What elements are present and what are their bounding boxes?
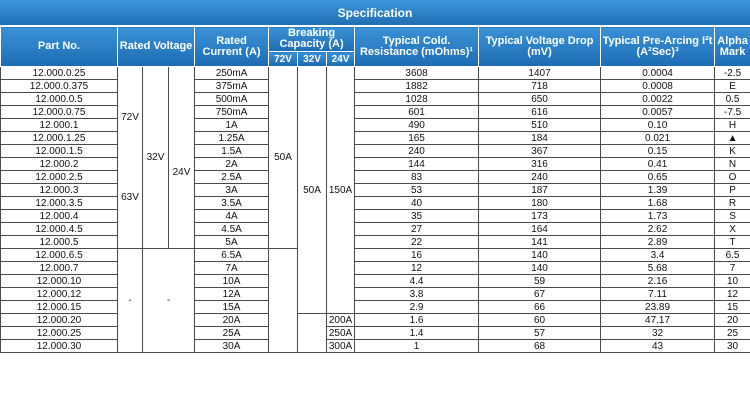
voltage-drop-cell: 59 (479, 275, 601, 288)
table-row (1, 145, 750, 158)
table-row (1, 106, 750, 119)
rated-current-cell: 25A (195, 327, 269, 340)
voltage-drop-cell: 57 (479, 327, 601, 340)
table-row (1, 119, 750, 132)
part-number-cell: 12.000.25 (1, 327, 118, 340)
alpha-mark-cell: K (715, 145, 750, 158)
voltage-drop-cell: 616 (479, 106, 601, 119)
part-number-cell: 12.000.3.5 (1, 197, 118, 210)
specification-table (0, 26, 750, 353)
breaking-capacity-32v-cell: 50A (298, 67, 327, 314)
table-body (1, 67, 750, 353)
cold-resistance-cell: 1882 (355, 80, 479, 93)
rated-current-cell: 1A (195, 119, 269, 132)
pre-arcing-cell: 3.4 (601, 249, 715, 262)
rated-current-cell: 4.5A (195, 223, 269, 236)
table-row (1, 197, 750, 210)
table-row (1, 158, 750, 171)
part-number-cell: 12.000.3 (1, 184, 118, 197)
alpha-mark-cell: E (715, 80, 750, 93)
header-bc-72v: 72V (269, 52, 298, 67)
table-row (1, 301, 750, 314)
cold-resistance-cell: 1 (355, 340, 479, 353)
table-row (1, 288, 750, 301)
alpha-mark-cell: 0.5 (715, 93, 750, 106)
rated-current-cell: 6.5A (195, 249, 269, 262)
pre-arcing-cell: 0.15 (601, 145, 715, 158)
breaking-capacity-72v-cell: 50A (269, 67, 298, 249)
part-number-cell: 12.000.1 (1, 119, 118, 132)
header-part-no: Part No. (1, 27, 118, 67)
part-number-cell: 12.000.6.5 (1, 249, 118, 262)
cold-resistance-cell: 165 (355, 132, 479, 145)
part-number-cell: 12.000.12 (1, 288, 118, 301)
alpha-mark-cell: ▲ (715, 132, 750, 145)
rated-current-cell: 250mA (195, 67, 269, 80)
cold-resistance-cell: 1.6 (355, 314, 479, 327)
breaking-capacity-72v-blank-cell (269, 249, 298, 353)
table-row (1, 184, 750, 197)
rated-current-cell: 500mA (195, 93, 269, 106)
part-number-cell: 12.000.30 (1, 340, 118, 353)
part-number-cell: 12.000.0.5 (1, 93, 118, 106)
table-row (1, 236, 750, 249)
header-bc-32v: 32V (298, 52, 327, 67)
cold-resistance-cell: 240 (355, 145, 479, 158)
table-row (1, 80, 750, 93)
table-row (1, 275, 750, 288)
pre-arcing-cell: 0.41 (601, 158, 715, 171)
alpha-mark-cell: 7 (715, 262, 750, 275)
rated-current-cell: 750mA (195, 106, 269, 119)
voltage-drop-cell: 187 (479, 184, 601, 197)
header-voltage-drop: Typical Voltage Drop (mV) (479, 27, 601, 67)
alpha-mark-cell: 10 (715, 275, 750, 288)
part-number-cell: 12.000.2 (1, 158, 118, 171)
cold-resistance-cell: 1.4 (355, 327, 479, 340)
part-number-cell: 12.000.4.5 (1, 223, 118, 236)
alpha-mark-cell: 12 (715, 288, 750, 301)
voltage-drop-cell: 510 (479, 119, 601, 132)
rated-current-cell: 375mA (195, 80, 269, 93)
rated-current-cell: 10A (195, 275, 269, 288)
pre-arcing-cell: 32 (601, 327, 715, 340)
voltage-drop-cell: 66 (479, 301, 601, 314)
voltage-drop-cell: 316 (479, 158, 601, 171)
cold-resistance-cell: 601 (355, 106, 479, 119)
cold-resistance-cell: 490 (355, 119, 479, 132)
header-alpha-mark: Alpha Mark (715, 27, 750, 67)
cold-resistance-cell: 53 (355, 184, 479, 197)
rated-current-cell: 2.5A (195, 171, 269, 184)
part-number-cell: 12.000.1.5 (1, 145, 118, 158)
table-row (1, 93, 750, 106)
voltage-drop-cell: 718 (479, 80, 601, 93)
rated-voltage-24v-cell: 24V (169, 67, 195, 249)
pre-arcing-cell: 0.0008 (601, 80, 715, 93)
rated-voltage-72v-label: 72V (121, 112, 139, 123)
voltage-drop-cell: 184 (479, 132, 601, 145)
pre-arcing-cell: 2.89 (601, 236, 715, 249)
pre-arcing-cell: 1.68 (601, 197, 715, 210)
part-number-cell: 12.000.10 (1, 275, 118, 288)
rated-current-cell: 3A (195, 184, 269, 197)
pre-arcing-cell: 0.0057 (601, 106, 715, 119)
breaking-capacity-24v-cell: 150A (327, 67, 355, 314)
table-row (1, 327, 750, 340)
voltage-drop-cell: 240 (479, 171, 601, 184)
cold-resistance-cell: 1028 (355, 93, 479, 106)
alpha-mark-cell: 15 (715, 301, 750, 314)
table-row (1, 314, 750, 327)
rated-current-cell: 12A (195, 288, 269, 301)
rated-current-cell: 15A (195, 301, 269, 314)
alpha-mark-cell: S (715, 210, 750, 223)
cold-resistance-cell: 27 (355, 223, 479, 236)
cold-resistance-cell: 3608 (355, 67, 479, 80)
pre-arcing-cell: 0.10 (601, 119, 715, 132)
pre-arcing-cell: 5.68 (601, 262, 715, 275)
cold-resistance-cell: 22 (355, 236, 479, 249)
rated-current-cell: 1.5A (195, 145, 269, 158)
header-rated-voltage: Rated Voltage (118, 27, 195, 67)
rated-current-cell: 7A (195, 262, 269, 275)
voltage-drop-cell: 164 (479, 223, 601, 236)
cold-resistance-cell: 12 (355, 262, 479, 275)
voltage-drop-cell: 141 (479, 236, 601, 249)
part-number-cell: 12.000.15 (1, 301, 118, 314)
table-row (1, 210, 750, 223)
part-number-cell: 12.000.0.75 (1, 106, 118, 119)
rated-current-cell: 4A (195, 210, 269, 223)
header-breaking-capacity: Breaking Capacity (A) (269, 27, 355, 52)
alpha-mark-cell: -7.5 (715, 106, 750, 119)
part-number-cell: 12.000.0.375 (1, 80, 118, 93)
rated-voltage-dash-cell-2: - (143, 249, 195, 353)
alpha-mark-cell: 30 (715, 340, 750, 353)
cold-resistance-cell: 3.8 (355, 288, 479, 301)
alpha-mark-cell: H (715, 119, 750, 132)
part-number-cell: 12.000.20 (1, 314, 118, 327)
pre-arcing-cell: 7.11 (601, 288, 715, 301)
rated-current-cell: 20A (195, 314, 269, 327)
pre-arcing-cell: 43 (601, 340, 715, 353)
table-row (1, 171, 750, 184)
specification-title: Specification (0, 0, 750, 26)
part-number-cell: 12.000.5 (1, 236, 118, 249)
voltage-drop-cell: 140 (479, 249, 601, 262)
alpha-mark-cell: -2.5 (715, 67, 750, 80)
breaking-capacity-24v-250a-cell: 250A (327, 327, 355, 340)
header-rated-current: Rated Current (A) (195, 27, 269, 67)
alpha-mark-cell: N (715, 158, 750, 171)
pre-arcing-cell: 0.65 (601, 171, 715, 184)
part-number-cell: 12.000.7 (1, 262, 118, 275)
rated-current-cell: 30A (195, 340, 269, 353)
rated-current-cell: 1.25A (195, 132, 269, 145)
voltage-drop-cell: 180 (479, 197, 601, 210)
part-number-cell: 12.000.1.25 (1, 132, 118, 145)
table-row (1, 249, 750, 262)
pre-arcing-cell: 2.62 (601, 223, 715, 236)
pre-arcing-cell: 0.0004 (601, 67, 715, 80)
part-number-cell: 12.000.2.5 (1, 171, 118, 184)
alpha-mark-cell: 25 (715, 327, 750, 340)
rated-current-cell: 5A (195, 236, 269, 249)
header-cold-resistance: Typical Cold. Resistance (mOhms)¹ (355, 27, 479, 67)
table-row (1, 262, 750, 275)
cold-resistance-cell: 16 (355, 249, 479, 262)
voltage-drop-cell: 60 (479, 314, 601, 327)
header-bc-24v: 24V (327, 52, 355, 67)
part-number-cell: 12.000.4 (1, 210, 118, 223)
voltage-drop-cell: 650 (479, 93, 601, 106)
pre-arcing-cell: 47.17 (601, 314, 715, 327)
voltage-drop-cell: 67 (479, 288, 601, 301)
pre-arcing-cell: 23.89 (601, 301, 715, 314)
alpha-mark-cell: P (715, 184, 750, 197)
rated-voltage-72v-63v-cell (118, 67, 143, 249)
header-pre-arcing: Typical Pre-Arcing I²t (A²Sec)³ (601, 27, 715, 67)
alpha-mark-cell: O (715, 171, 750, 184)
rated-current-cell: 2A (195, 158, 269, 171)
cold-resistance-cell: 35 (355, 210, 479, 223)
voltage-drop-cell: 367 (479, 145, 601, 158)
rated-voltage-32v-cell: 32V (143, 67, 169, 249)
table-row (1, 223, 750, 236)
pre-arcing-cell: 1.73 (601, 210, 715, 223)
rated-voltage-stack (118, 78, 142, 238)
voltage-drop-cell: 173 (479, 210, 601, 223)
cold-resistance-cell: 2.9 (355, 301, 479, 314)
alpha-mark-cell: X (715, 223, 750, 236)
cold-resistance-cell: 144 (355, 158, 479, 171)
table-row (1, 67, 750, 80)
rated-voltage-63v-label: 63V (121, 192, 139, 203)
rated-current-cell: 3.5A (195, 197, 269, 210)
pre-arcing-cell: 2.16 (601, 275, 715, 288)
breaking-capacity-24v-300a-cell: 300A (327, 340, 355, 353)
rated-voltage-dash-cell: - (118, 249, 143, 353)
alpha-mark-cell: 6.5 (715, 249, 750, 262)
table-row (1, 340, 750, 353)
alpha-mark-cell: 20 (715, 314, 750, 327)
pre-arcing-cell: 0.021 (601, 132, 715, 145)
table-row (1, 132, 750, 145)
cold-resistance-cell: 40 (355, 197, 479, 210)
cold-resistance-cell: 4.4 (355, 275, 479, 288)
breaking-capacity-24v-200a-cell: 200A (327, 314, 355, 327)
cold-resistance-cell: 83 (355, 171, 479, 184)
part-number-cell: 12.000.0.25 (1, 67, 118, 80)
voltage-drop-cell: 68 (479, 340, 601, 353)
alpha-mark-cell: R (715, 197, 750, 210)
pre-arcing-cell: 0.0022 (601, 93, 715, 106)
breaking-capacity-32v-blank-cell (298, 314, 327, 353)
voltage-drop-cell: 1407 (479, 67, 601, 80)
voltage-drop-cell: 140 (479, 262, 601, 275)
alpha-mark-cell: T (715, 236, 750, 249)
pre-arcing-cell: 1.39 (601, 184, 715, 197)
